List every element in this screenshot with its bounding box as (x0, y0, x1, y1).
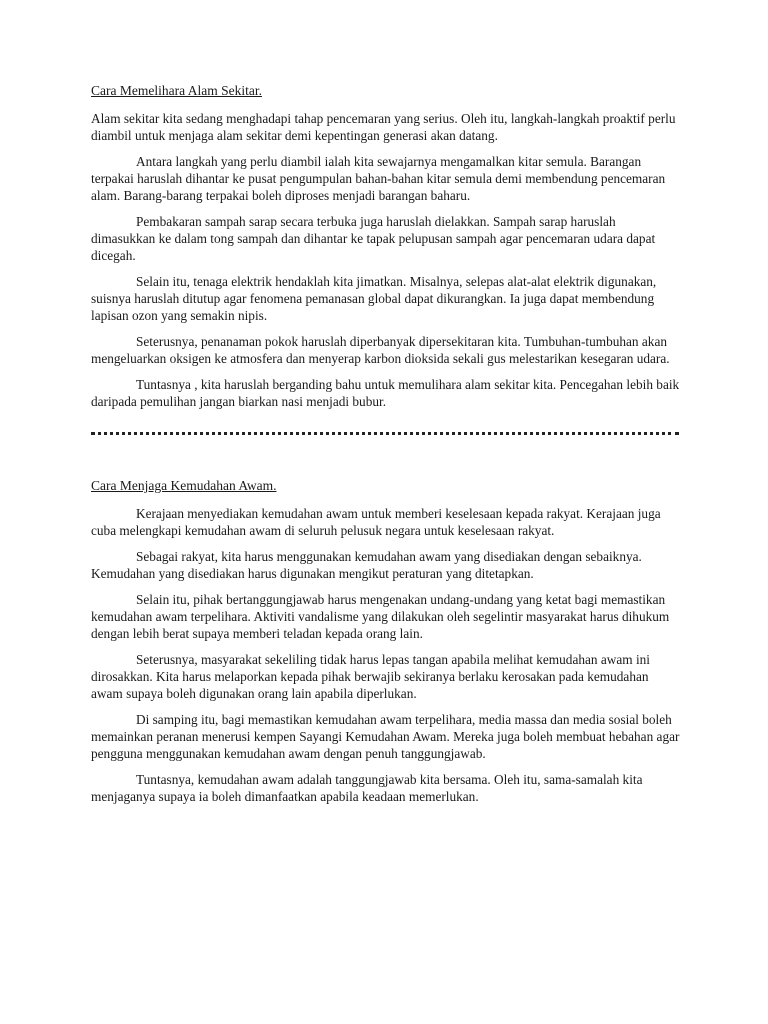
paragraph: Seterusnya, masyarakat sekeliling tidak harus lepas tangan apabila melihat kemudahan awam ini dirosakkan. Kita harus melaporkan kepada pihak berwajib sekiranya berlaku kerosakan pada kemudahan awam supaya boleh digunakan orang lain apabila diperlukan. (91, 652, 650, 701)
paragraph: Kerajaan menyediakan kemudahan awam untuk memberi keselesaan kepada rakyat. Kerajaan juga cuba melengkapi kemudahan awam di seluruh pelusuk negara untuk keselesaan rakyat. (91, 506, 661, 538)
paragraph: Selain itu, tenaga elektrik hendaklah kita jimatkan. Misalnya, selepas alat-alat elektrik digunakan, suisnya haruslah ditutup agar fenomena pemanasan global dapat dikurangkan. Ia juga dapat membendung lapisan ozon yang semakin nipis. (91, 274, 657, 323)
paragraph: Pembakaran sampah sarap secara terbuka juga haruslah dielakkan. Sampah sarap haruslah dimasukkan ke dalam tong sampah dan dihantar ke tapak pelupusan sampah agar pencemaran udara dapat dicegah. (91, 214, 656, 263)
section-title: Cara Memelihara Alam Sekitar. (91, 83, 262, 98)
paragraph: Alam sekitar kita sedang menghadapi tahap pencemaran yang serius. Oleh itu, langkah-langkah proaktif perlu diambil untuk menjaga alam sekitar demi kepentingan generasi akan datang. (91, 111, 676, 143)
paragraph: Seterusnya, penanaman pokok haruslah diperbanyak dipersekitaran kita. Tumbuhan-tumbuhan akan mengeluarkan oksigen ke atmosfera dan menyerap karbon dioksida sekali gus melestarikan kesegaran udara. (91, 334, 670, 366)
paragraph: Tuntasnya , kita haruslah berganding bahu untuk memulihara alam sekitar kita. Pencegahan lebih baik daripada pemulihan jangan biarkan nasi menjadi bubur. (91, 377, 680, 409)
paragraph: Tuntasnya, kemudahan awam adalah tanggungjawab kita bersama. Oleh itu, sama-samalah kita menjaganya supaya ia boleh dimanfaatkan apabila keadaan memerlukan. (91, 772, 643, 804)
section-title: Cara Menjaga Kemudahan Awam. (91, 478, 277, 493)
paragraph: Sebagai rakyat, kita harus menggunakan kemudahan awam yang disediakan dengan sebaiknya. Kemudahan yang disediakan harus digunakan mengikut peraturan yang ditetapkan. (91, 549, 642, 581)
paragraph: Di samping itu, bagi memastikan kemudahan awam terpelihara, media massa dan media sosial boleh memainkan peranan menerusi kempen Sayangi Kemudahan Awam. Mereka juga boleh membuat hebahan agar pengguna menggunakan kemudahan awam dengan penuh tanggungjawab. (91, 712, 680, 761)
paragraph: Antara langkah yang perlu diambil ialah kita sewajarnya mengamalkan kitar semula. Barangan terpakai haruslah dihantar ke pusat pengumpulan bahan-bahan kitar semula demi membendung pencemaran alam. Barang-barang terpakai boleh diproses menjadi barangan baharu. (91, 154, 666, 203)
section-kemudahan-awam (91, 477, 681, 805)
section-alam-sekitar (91, 82, 681, 410)
paragraph: Selain itu, pihak bertanggungjawab harus mengenakan undang-undang yang ketat bagi memastikan kemudahan awam terpelihara. Aktiviti vandalisme yang dilakukan oleh segelintir masyarakat harus dihukum dengan lebih berat supaya memberi teladan kepada orang lain. (91, 592, 670, 641)
dotted-separator (91, 432, 679, 438)
document-page (91, 82, 681, 814)
